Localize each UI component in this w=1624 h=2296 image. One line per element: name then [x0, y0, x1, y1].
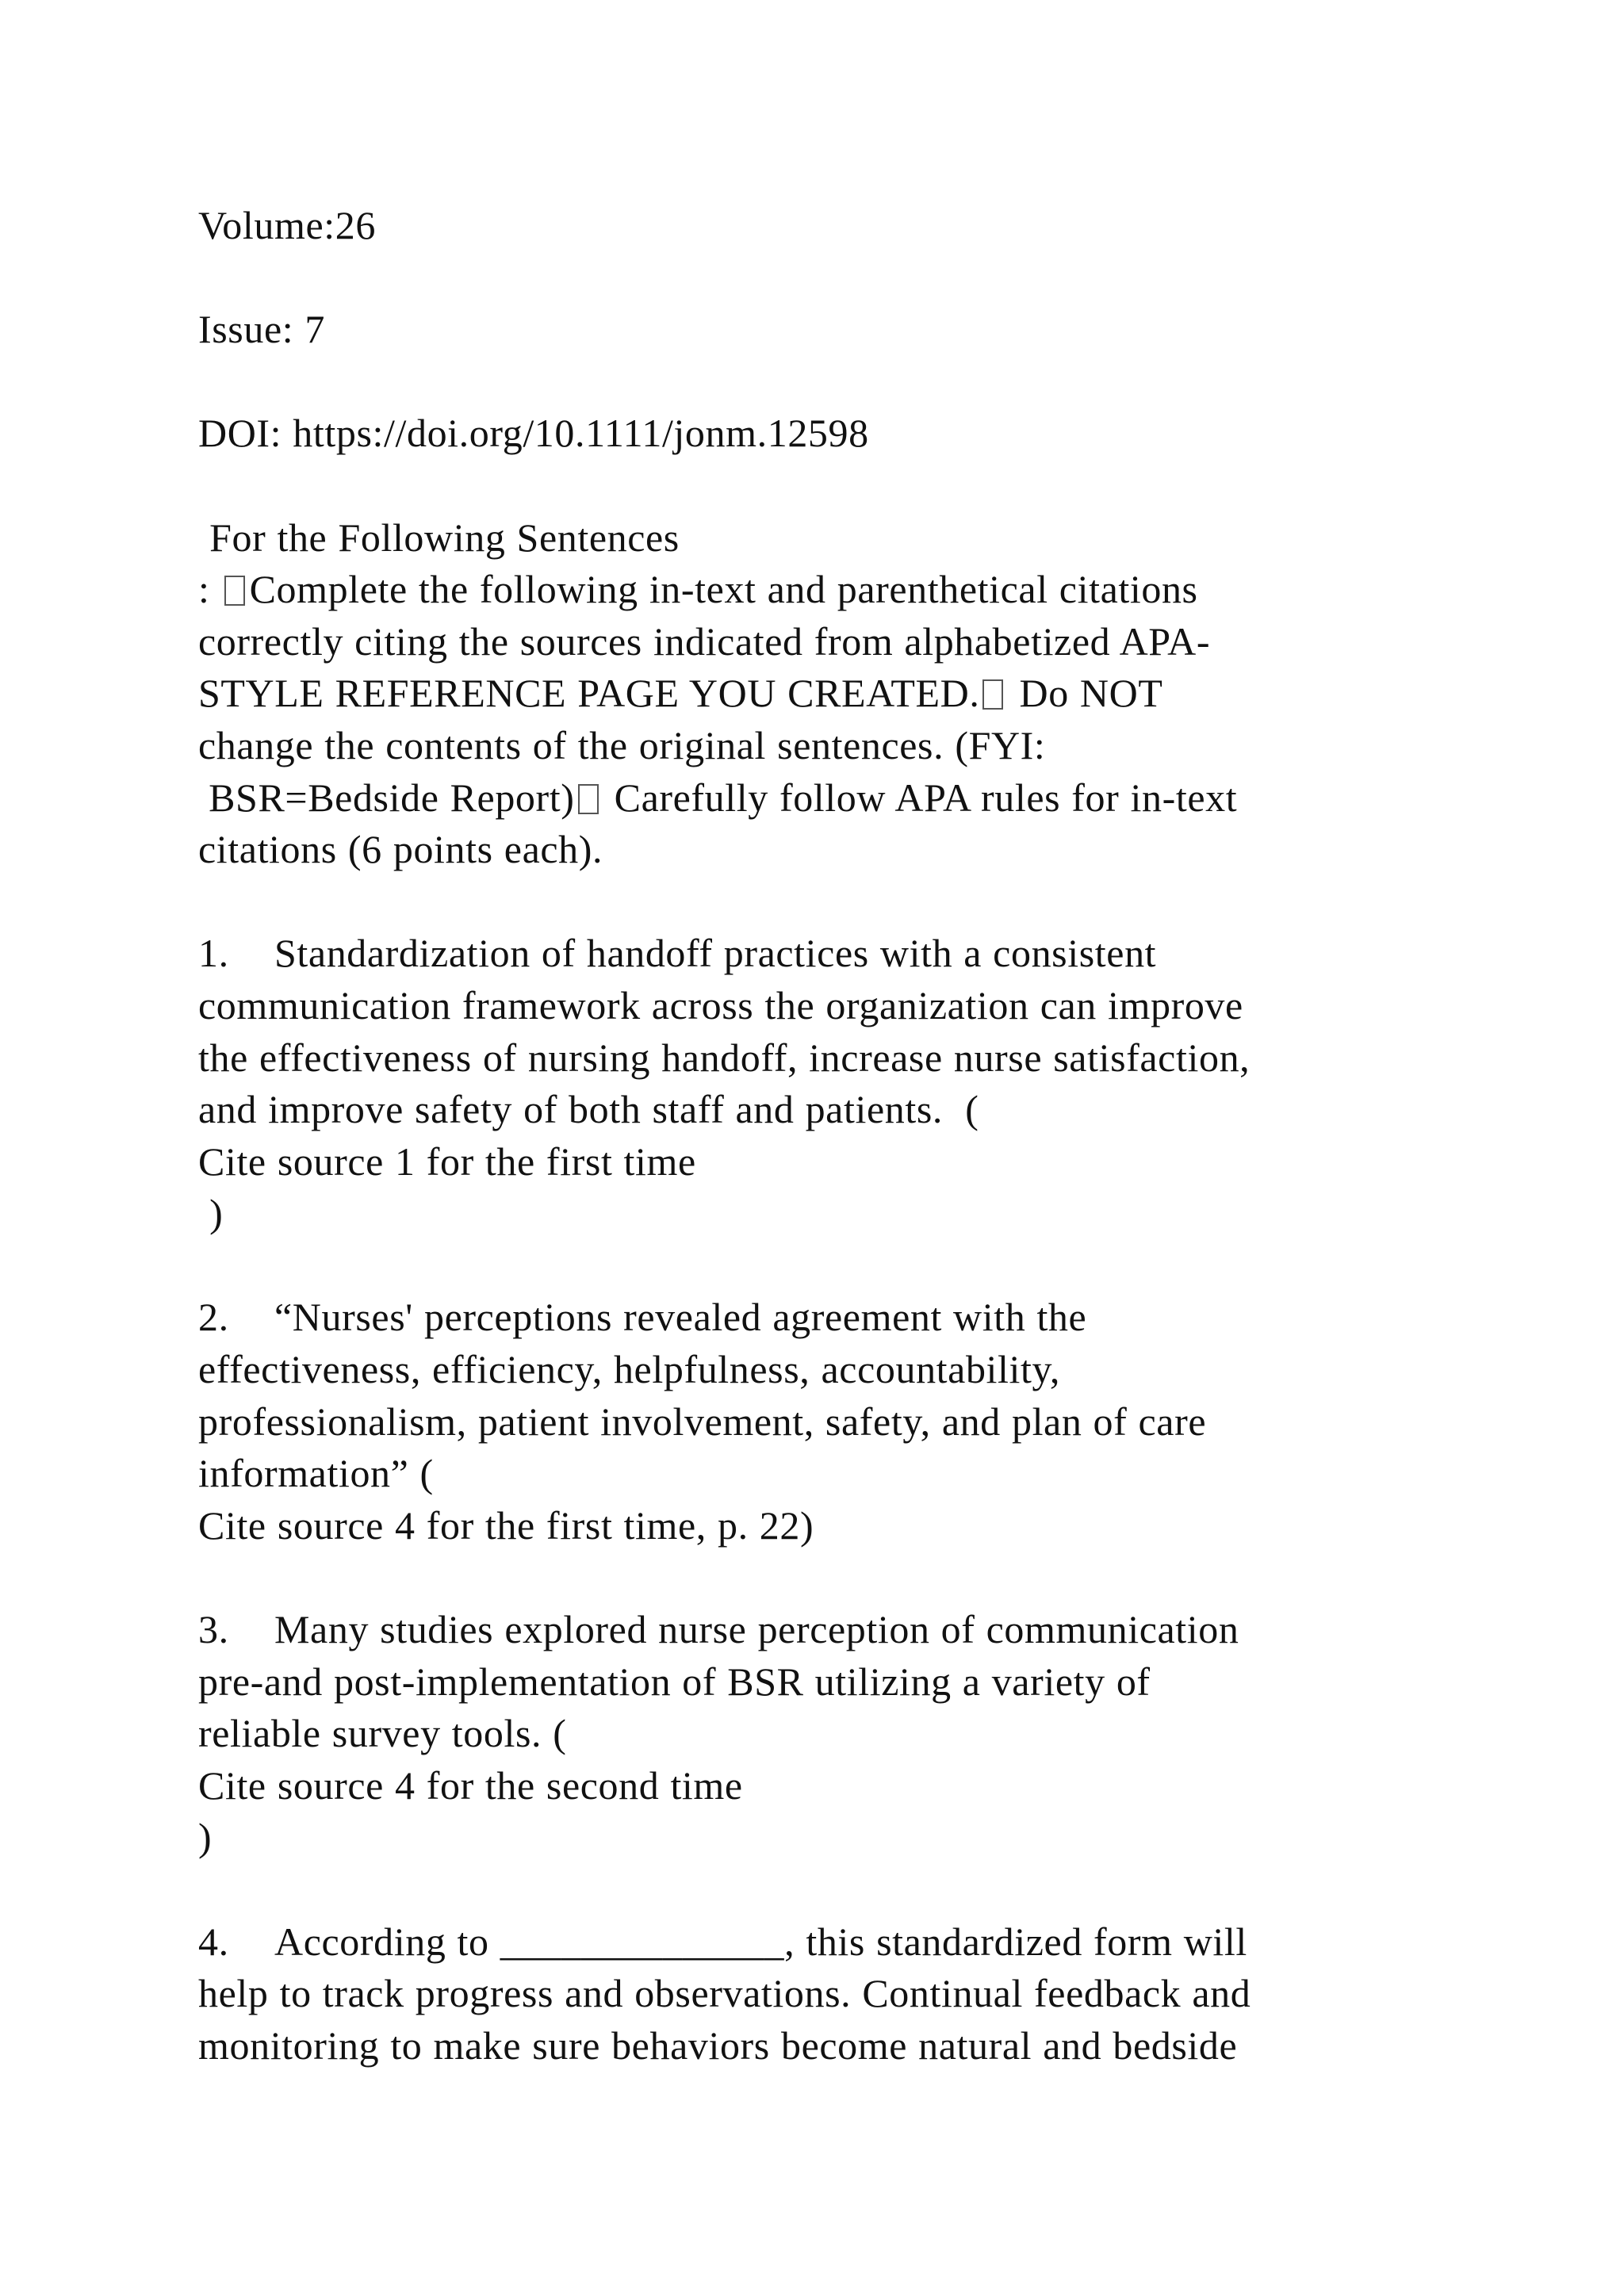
blank-line [198, 460, 1483, 512]
instructions-text: Do NOT [1008, 671, 1163, 716]
missing-glyph-icon [224, 576, 245, 606]
item-line [198, 1292, 1483, 1344]
blank-line [198, 1240, 1483, 1292]
missing-glyph-icon [982, 679, 1003, 710]
instructions-block [198, 512, 1483, 876]
item-2 [198, 1292, 1483, 1552]
item-line: effectiveness, efficiency, helpfulness, accountability, [198, 1347, 1060, 1392]
item-number: 4. [198, 1919, 229, 1964]
item-text: Standardization of handoff practices with a consistent [274, 931, 1157, 976]
instructions-heading: For the Following Sentences [198, 515, 680, 560]
instructions-text: : [198, 567, 221, 612]
instructions-text: Complete the following in-text and parenthetical citations [249, 567, 1198, 612]
instructions-line: citations (6 points each). [198, 827, 603, 872]
citation-prompt: Cite source 1 for the first time [198, 1138, 696, 1184]
instructions-line: correctly citing the sources indicated from alphabetized APA- [198, 618, 1211, 664]
item-1 [198, 928, 1483, 1240]
item-line: pre-and post-implementation of BSR utilizing a variety of [198, 1659, 1151, 1704]
item-line: help to track progress and observations. Continual feedback and [198, 1971, 1251, 2016]
instructions-text: BSR=Bedside Report) [198, 775, 575, 820]
item-line: ) [198, 1191, 224, 1236]
item-text: According to ______________, this standardized form will [274, 1919, 1247, 1964]
item-number: 3. [198, 1607, 229, 1652]
doi-line: DOI: https://doi.org/10.1111/jonm.12598 [198, 411, 869, 456]
item-line [198, 928, 1483, 980]
instructions-line [198, 772, 1483, 825]
instructions-text: Carefully follow APA rules for in-text [603, 775, 1238, 820]
item-4 [198, 1916, 1483, 2072]
item-line [198, 1604, 1483, 1656]
document-body [198, 200, 1483, 2072]
citation-prompt: Cite source 4 for the second time [198, 1762, 743, 1808]
item-line: the effectiveness of nursing handoff, increase nurse satisfaction, [198, 1035, 1251, 1080]
blank-line [198, 252, 1483, 304]
citation-prompt: Cite source 4 for the first time, p. 22) [198, 1502, 814, 1548]
blank-line [198, 356, 1483, 408]
item-text: Many studies explored nurse perception of communication [274, 1607, 1239, 1652]
item-line: ) [198, 1815, 213, 1860]
item-text: “Nurses' perceptions revealed agreement with the [274, 1295, 1087, 1340]
missing-glyph-icon [578, 784, 599, 814]
item-number: 1. [198, 931, 229, 976]
item-line: communication framework across the organization can improve [198, 982, 1243, 1027]
volume-line: Volume:26 [198, 203, 376, 247]
blank-line [198, 1864, 1483, 1916]
item-line: professionalism, patient involvement, safety, and plan of care [198, 1399, 1207, 1444]
issue-line: Issue: 7 [198, 307, 325, 352]
blank-line [198, 1552, 1483, 1604]
item-number: 2. [198, 1295, 229, 1340]
instructions-text: STYLE REFERENCE PAGE YOU CREATED. [198, 671, 980, 716]
blank-line [198, 876, 1483, 928]
item-line: and improve safety of both staff and patients. ( [198, 1087, 979, 1132]
item-3 [198, 1604, 1483, 1864]
instructions-line [198, 668, 1483, 720]
item-line: information” ( [198, 1451, 434, 1496]
instructions-line: change the contents of the original sentences. (FYI: [198, 722, 1046, 767]
item-line [198, 1916, 1483, 1969]
instructions-line [198, 564, 1483, 616]
item-line: monitoring to make sure behaviors become natural and bedside [198, 2022, 1238, 2068]
item-line: reliable survey tools. ( [198, 1711, 567, 1756]
